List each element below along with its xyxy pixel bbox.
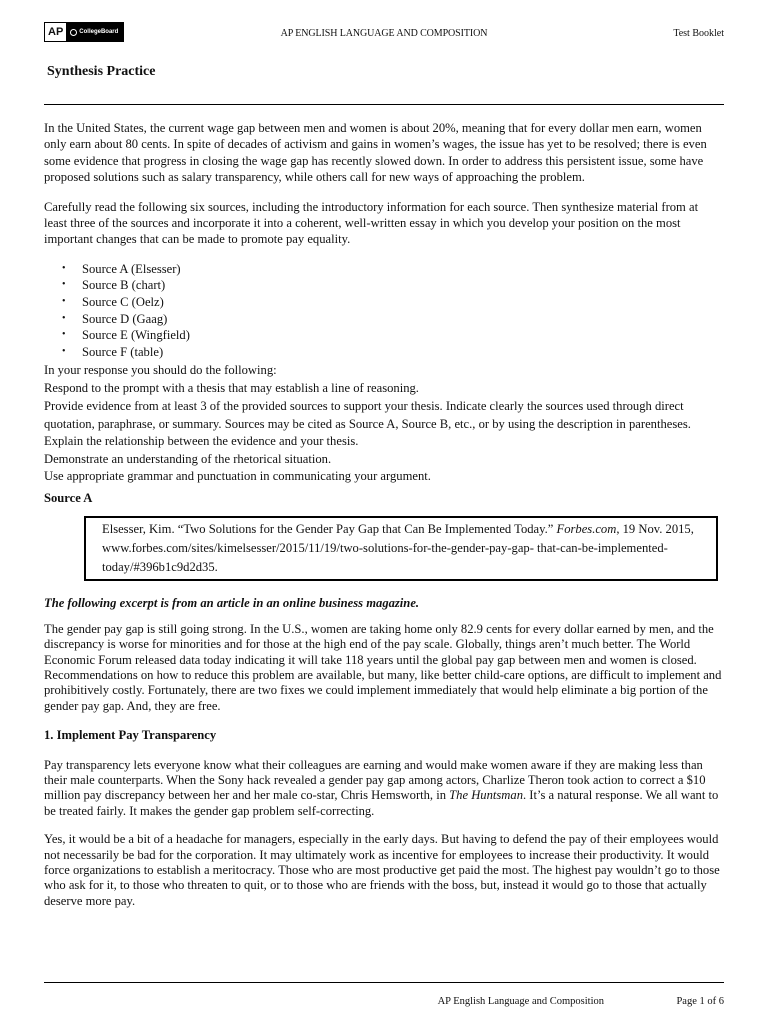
header-course-title: AP ENGLISH LANGUAGE AND COMPOSITION — [280, 28, 488, 39]
source-a-intro-line: The following excerpt is from an article in an online business magazine. — [44, 596, 420, 611]
source-a-paragraph-1: The gender pay gap is still going strong. In the U.S., women are taking home only 82.9 cents for every dollar earned by men, and the discrepancy is worse for minorities and for those at the high end of the pay scale. Globally, things aren’t much better. The World Economic Forum released data today indicating it will take 118 years until the global pay gap between men and women is closed. Recommendations on how to reduce this problem are available, but many, like better child-care options, are difficult to implement and prohibitively costly. Fortunately, there are two fixes we could implement immediately that would help eliminate a big portion of the gender pay gap. And, they are free. — [44, 621, 722, 713]
task-item: Provide evidence from at least 3 of the provided sources to support your thesis. Indicate clearly the sources used through direct quotation, paraphrase, or summary. Sources may be cited as Source A, Source B, etc., or by using the description in parentheses. — [44, 399, 691, 432]
list-item: • Source F (table) — [82, 344, 724, 361]
citation-text: Elsesser, Kim. “Two Solutions for the Gender Pay Gap that Can Be Implemented Today.” — [102, 522, 557, 537]
task-item: Respond to the prompt with a thesis that may establish a line of reasoning. — [44, 380, 419, 395]
task-item: Use appropriate grammar and punctuation in communicating your argument. — [44, 469, 431, 484]
list-item: • Source B (chart) — [82, 277, 724, 294]
document-body — [44, 120, 724, 922]
source-list — [44, 261, 724, 361]
task-instruction: In your response you should do the following: — [44, 363, 277, 378]
logo-ap-text: AP — [45, 23, 66, 41]
page-number: Page 1 of 6 — [676, 996, 724, 1007]
list-item: • Source D (Gaag) — [82, 311, 724, 328]
page-footer — [44, 996, 724, 1012]
logo-collegeboard-text: CollegeBoard — [79, 29, 119, 35]
page-header — [44, 22, 724, 44]
citation-details: , 19 Nov. 2015, www.forbes.com/sites/kimelsesser/2015/11/19/two-solutions-for-the-gender-pay-gap- that-can-be-implemented-today/#396b1c9d2d35. — [102, 522, 694, 575]
section-heading: 1. Implement Pay Transparency — [44, 728, 217, 743]
film-title: The Huntsman — [449, 788, 523, 803]
citation-publication: Forbes.com — [556, 522, 617, 537]
task-item: Explain the relationship between the evidence and your thesis. — [44, 434, 359, 449]
source-a-heading: Source A — [44, 490, 93, 505]
task-item: Demonstrate an understanding of the rhetorical situation. — [44, 451, 332, 466]
list-item: • Source A (Elsesser) — [82, 261, 724, 278]
intro-paragraph-2: Carefully read the following six sources, including the introductory information for each source. Then synthesize material from at least three of the sources and incorporate it into a coherent, well-written essay in which you develop your position on the most important changes that can be made to promote pay equality. — [44, 199, 699, 247]
source-a-paragraph-2 — [44, 758, 724, 820]
intro-paragraph-1: In the United States, the current wage gap between men and women is about 20%, meaning that for every dollar men earn, women only earn about 80 cents. In spite of decades of activism and gains in women’s wages, the issue has yet to be resolved; there is even some evidence that progress in closing the wage gap has recently slowed down. In order to address this persistent issue, some have proposed solutions such as salary transparency, while others call for new ways of approaching the problem. — [44, 121, 707, 185]
header-booklet-label: Test Booklet — [673, 28, 724, 39]
list-item: • Source C (Oelz) — [82, 294, 724, 311]
paragraph-text: . It’s a natural response. We all want to be treated fairly. It makes the gender gap problem self-correcting. — [44, 788, 719, 818]
list-item: • Source E (Wingfield) — [82, 327, 724, 344]
page-title: Synthesis Practice — [47, 64, 156, 79]
source-a-paragraph-3: Yes, it would be a bit of a headache for managers, especially in the early days. But having to defend the pay of their employees would not necessarily be bad for the corporation. It may ultimately work as incentive for employees to increase their productivity. It would force organizations to establish a meritocracy. Those who are most productive get paid the most. The highest pay wouldn’t go to those who ask for it, to those who threaten to quit, or to those who are friends with the boss, but, instead it would go to those that actually deserve more pay. — [44, 832, 720, 908]
paragraph-text: Pay transparency lets everyone know what their colleagues are earning and would make women aware if they are making less than their male counterparts. When the Sony hack revealed a gender pay gap among actors, Charlize Theron took action to correct a $10 million pay discrepancy between her and her male co-star, Chris Hemsworth, in — [44, 757, 706, 803]
header-divider — [44, 104, 724, 105]
source-a-citation-box — [84, 516, 718, 581]
footer-course-title: AP English Language and Composition — [437, 996, 604, 1007]
footer-divider — [44, 982, 724, 983]
